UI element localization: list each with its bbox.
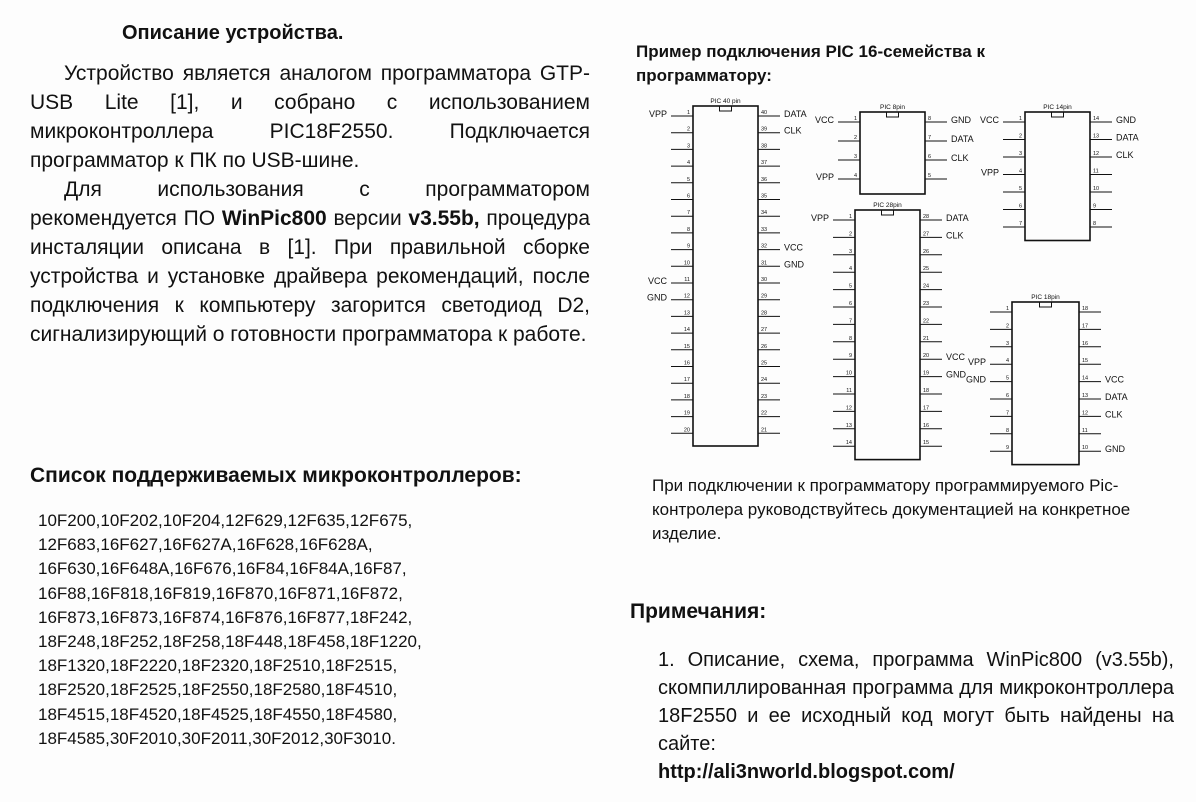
mcu-list-line: 12F683,16F627,16F627A,16F628,16F628A, [38,535,373,555]
pic18-pin-number: 18 [1082,306,1089,312]
pic14-signal-label: VPP [980,167,999,178]
pic40-pin-number: 2 [686,126,690,133]
pic28-pin-number: 26 [923,248,930,255]
pic14-pin-number: 13 [1093,133,1100,140]
p2-text-start: Для использования с программатором рекомендуется ПО [30,178,590,230]
pic28-pin-number: 18 [923,388,930,394]
pic18-signal-label: GND [1105,444,1125,455]
pic14-pin-number: 4 [1018,168,1022,175]
pic14-pin-number: 5 [1018,186,1022,192]
pic28-pin-number: 24 [923,283,930,290]
mcu-list-line: 16F873,16F873,16F874,16F876,16F877,18F242, [38,607,413,627]
pic14-signal-label: CLK [1116,150,1134,160]
note-url-link[interactable]: http://ali3nworld.blogspot.com/ [658,761,955,783]
pic28-pin-number: 20 [923,353,930,360]
pic40-pin-number: 6 [686,193,690,200]
mcu-list-line: 18F2520,18F2525,18F2550,18F2580,18F4510, [38,680,398,700]
pic40-signal-label: GND [647,292,667,303]
pic40-pin-number: 32 [761,243,768,250]
pic18-pin-number: 6 [1005,393,1009,399]
supported-mcu-list [38,509,422,751]
pic40-pin-number: 15 [683,343,690,350]
pic28-pin-number: 3 [848,248,852,255]
pic18-pin-number: 7 [1005,410,1009,417]
pic18-pin-number: 12 [1082,410,1089,417]
pic18-pin-number: 5 [1005,375,1009,382]
pic40-pin-number: 37 [761,160,768,167]
pic18-pin-number: 14 [1082,375,1089,382]
pic18-pin-number: 3 [1005,340,1009,347]
pic28-pin-number: 8 [848,335,852,342]
pic28-pin-number: 4 [848,266,852,273]
pic40-signal-label: VCC [784,242,804,253]
pic40-pin-number: 29 [761,293,768,300]
pic18-pin-number: 9 [1005,445,1009,452]
pic40-pin-number: 5 [686,176,690,183]
pic28-pin-number: 15 [923,440,930,447]
pic40-pin-number: 35 [761,193,768,200]
pic8-pin-number: 8 [928,116,932,122]
pic40-signal-label: CLK [784,125,802,136]
pic28-pin-number: 16 [923,422,930,429]
pic40-pin-number: 8 [686,226,690,233]
pic8-signal-label: CLK [951,153,969,163]
pic28-body [855,210,920,460]
pic28-signal-label: GND [946,369,966,380]
pic14-pin-number: 1 [1018,116,1022,122]
pic8-body [860,112,925,194]
pic40-pin-number: 36 [761,176,768,183]
pic40-pin-number: 7 [686,210,690,217]
pic40-pin-number: 22 [761,410,768,417]
pic18-pin-number: 17 [1082,323,1089,330]
pic40-pin-number: 23 [761,393,768,400]
pic28-pin-number: 14 [845,440,852,447]
pic40-pin-number: 40 [761,110,768,116]
pic28-pin-number: 22 [923,318,930,325]
pic40-pin-number: 33 [761,226,768,233]
diagram-caption: При подключении к программатору программируемого Pic-контролера руководствуйтесь документацией на конкретное изделие. [652,476,1131,543]
pic14-signal-label: GND [1116,115,1136,125]
pic40-pin-number: 18 [683,393,690,400]
pic40-body [693,106,758,446]
p2-text-mid: версии [326,207,409,230]
pic18-title: PIC 18pin [1031,294,1060,301]
pic40-signal-label: DATA [784,109,807,119]
pic28-title: PIC 28pin [873,202,902,209]
pic18-pin-number: 8 [1005,427,1009,434]
pic40-pin-number: 19 [683,410,690,417]
pic14-pin-number: 6 [1018,203,1022,210]
pic28-pin-number: 13 [845,422,852,429]
pic28-pin-number: 23 [923,301,930,307]
pic40-pin-number: 9 [686,243,690,250]
pic40-pin-number: 13 [683,310,690,317]
pic28-pin-number: 21 [923,335,930,342]
mcu-list-line: 18F248,18F252,18F258,18F448,18F458,18F1220, [38,632,422,652]
pic28-pin-number: 1 [848,214,852,220]
pic14-pin-number: 12 [1093,151,1100,157]
pic40-pin-number: 17 [683,377,690,384]
pic28-pin-number: 9 [848,353,852,360]
pic18-pin-number: 4 [1005,358,1009,365]
pic40-pin-number: 30 [761,277,768,283]
pic8-pin-number: 1 [853,116,857,122]
pic8-pin-number: 6 [928,154,932,160]
pic40-pin-number: 10 [683,260,690,267]
pic8-pin-number: 4 [853,173,857,179]
pic40-pin-number: 4 [686,160,690,167]
pic40-pin-number: 3 [686,143,690,150]
pic18-pin-number: 16 [1082,340,1089,347]
pic28-pin-number: 25 [923,266,930,273]
pic8-pin-number: 5 [928,173,932,179]
pic14-pin-number: 3 [1018,151,1022,157]
pic8-pin-number: 7 [928,135,932,141]
pic40-pin-number: 14 [683,327,690,334]
pic18-pin-number: 13 [1082,393,1089,399]
pic28-pin-number: 27 [923,231,930,238]
pic28-pin-number: 19 [923,370,930,377]
pic40-pin-number: 34 [761,210,768,217]
pic18-pin-number: 10 [1082,445,1089,452]
pic28-signal-label: CLK [946,230,964,241]
pic8-signal-label: VPP [815,172,834,182]
pinout-diagram [647,96,1175,456]
pic40-signal-label: VCC [647,276,667,286]
pic40-pin-number: 1 [686,110,690,116]
pic28-signal-label: VCC [946,352,966,363]
pic40-pin-number: 11 [684,277,690,283]
pic8-signal-label: VCC [814,115,834,125]
pic18-signal-label: GND [966,374,986,385]
description-paragraph-1: Устройство является аналогом программатора GTP-USB Lite [1], и собрано с использованием микроконтроллера PIC18F2550. Подключается программатор к ПК по USB-шине. [30,62,590,172]
pic28-pin-number: 7 [848,318,852,325]
pic14-pin-number: 11 [1093,168,1099,175]
pic14-body [1025,112,1090,241]
pic8-signal-label: GND [951,115,971,125]
pic28-pin-number: 17 [923,405,930,412]
pic28-signal-label: VPP [810,213,829,223]
pic14-pin-number: 8 [1093,221,1097,227]
pic40-pin-number: 16 [683,360,690,367]
pic40-pin-number: 24 [761,377,768,384]
pic14-pin-number: 9 [1093,203,1097,210]
description-paragraph-2 [30,175,590,349]
software-name: WinPic800 [221,207,327,230]
pic28-pin-number: 10 [845,370,852,377]
pic8-pin-number: 2 [853,135,857,141]
pic40-pin-number: 20 [683,427,690,434]
pic40-pin-number: 12 [683,293,690,300]
pic14-pin-number: 14 [1093,116,1100,122]
pic40-pin-number: 39 [761,126,768,133]
pic18-body [1012,302,1079,465]
pic18-pin-number: 11 [1082,427,1088,434]
mcu-list-line: 18F4585,30F2010,30F2011,30F2012,30F3010. [38,728,396,748]
pic8-title: PIC 8pin [880,104,905,111]
pic40-signal-label: VPP [648,109,667,119]
pic8-pin-number: 3 [853,154,857,160]
software-version: v3.55b, [408,207,480,230]
mcu-list-line: 16F630,16F648A,16F676,16F84,16F84A,16F87, [38,559,407,579]
pic40-pin-number: 38 [761,143,768,150]
pic28-pin-number: 5 [848,283,852,290]
pic14-signal-label: VCC [979,115,999,125]
mcu-list-line: 16F88,16F818,16F819,16F870,16F871,16F872, [38,583,403,603]
pic18-signal-label: DATA [1105,392,1128,402]
note-item-1: 1. Описание, схема, программа WinPic800 (v3.55b), скомпиллированная программа для микроконтроллера 18F2550 и ее исходный код могут быть найдены на сайте: [658,649,1174,755]
pic18-signal-label: VPP [967,357,986,368]
mcu-list-line: 18F1320,18F2220,18F2320,18F2510,18F2515, [38,656,398,676]
pic40-pin-number: 21 [761,427,768,434]
pic40-pin-number: 26 [761,343,768,350]
pic40-pin-number: 25 [761,360,768,367]
pic40-pin-number: 27 [761,327,768,334]
description-body [30,59,590,349]
mcu-list-line: 18F4515,18F4520,18F4525,18F4550,18F4580, [38,704,398,724]
example-title: Пример подключения PIC 16-семейства к программатору: [636,42,985,85]
p2-text-end: процедура инсталяции описана в [1]. При правильной сборке устройства и установке драйвера рекомендаций, после подключения к компьютеру загорится светодиод D2, сигнализирующий о готовности программатора к работе. [30,207,590,346]
pic28-pin-number: 6 [848,301,852,307]
pic18-signal-label: VCC [1105,374,1125,385]
pic40-title: PIC 40 pin [710,98,741,105]
pic14-pin-number: 10 [1093,186,1100,192]
description-title: Описание устройства. [122,22,344,44]
pic28-pin-number: 11 [846,388,852,394]
notes-title: Примечания: [630,600,767,623]
pic14-signal-label: DATA [1116,132,1139,143]
pic18-pin-number: 1 [1005,306,1009,312]
pic14-title: PIC 14pin [1043,104,1072,111]
mcu-list-line: 10F200,10F202,10F204,12F629,12F635,12F675, [38,511,413,530]
pic28-pin-number: 12 [845,405,852,412]
pic40-signal-label: GND [784,259,804,270]
pic14-pin-number: 7 [1018,221,1022,227]
pic14-pin-number: 2 [1018,133,1022,140]
supported-list-title: Список поддерживаемых микроконтроллеров: [30,464,522,487]
description-section [30,22,590,349]
pic18-signal-label: CLK [1105,409,1123,420]
pic40-pin-number: 31 [761,260,768,267]
pic28-pin-number: 28 [923,214,930,220]
pic18-pin-number: 15 [1082,358,1089,365]
pic8-signal-label: DATA [951,134,974,144]
pic18-pin-number: 2 [1005,323,1009,330]
pic40-pin-number: 28 [761,310,768,317]
pic28-pin-number: 2 [848,231,852,238]
pic28-signal-label: DATA [946,213,969,223]
